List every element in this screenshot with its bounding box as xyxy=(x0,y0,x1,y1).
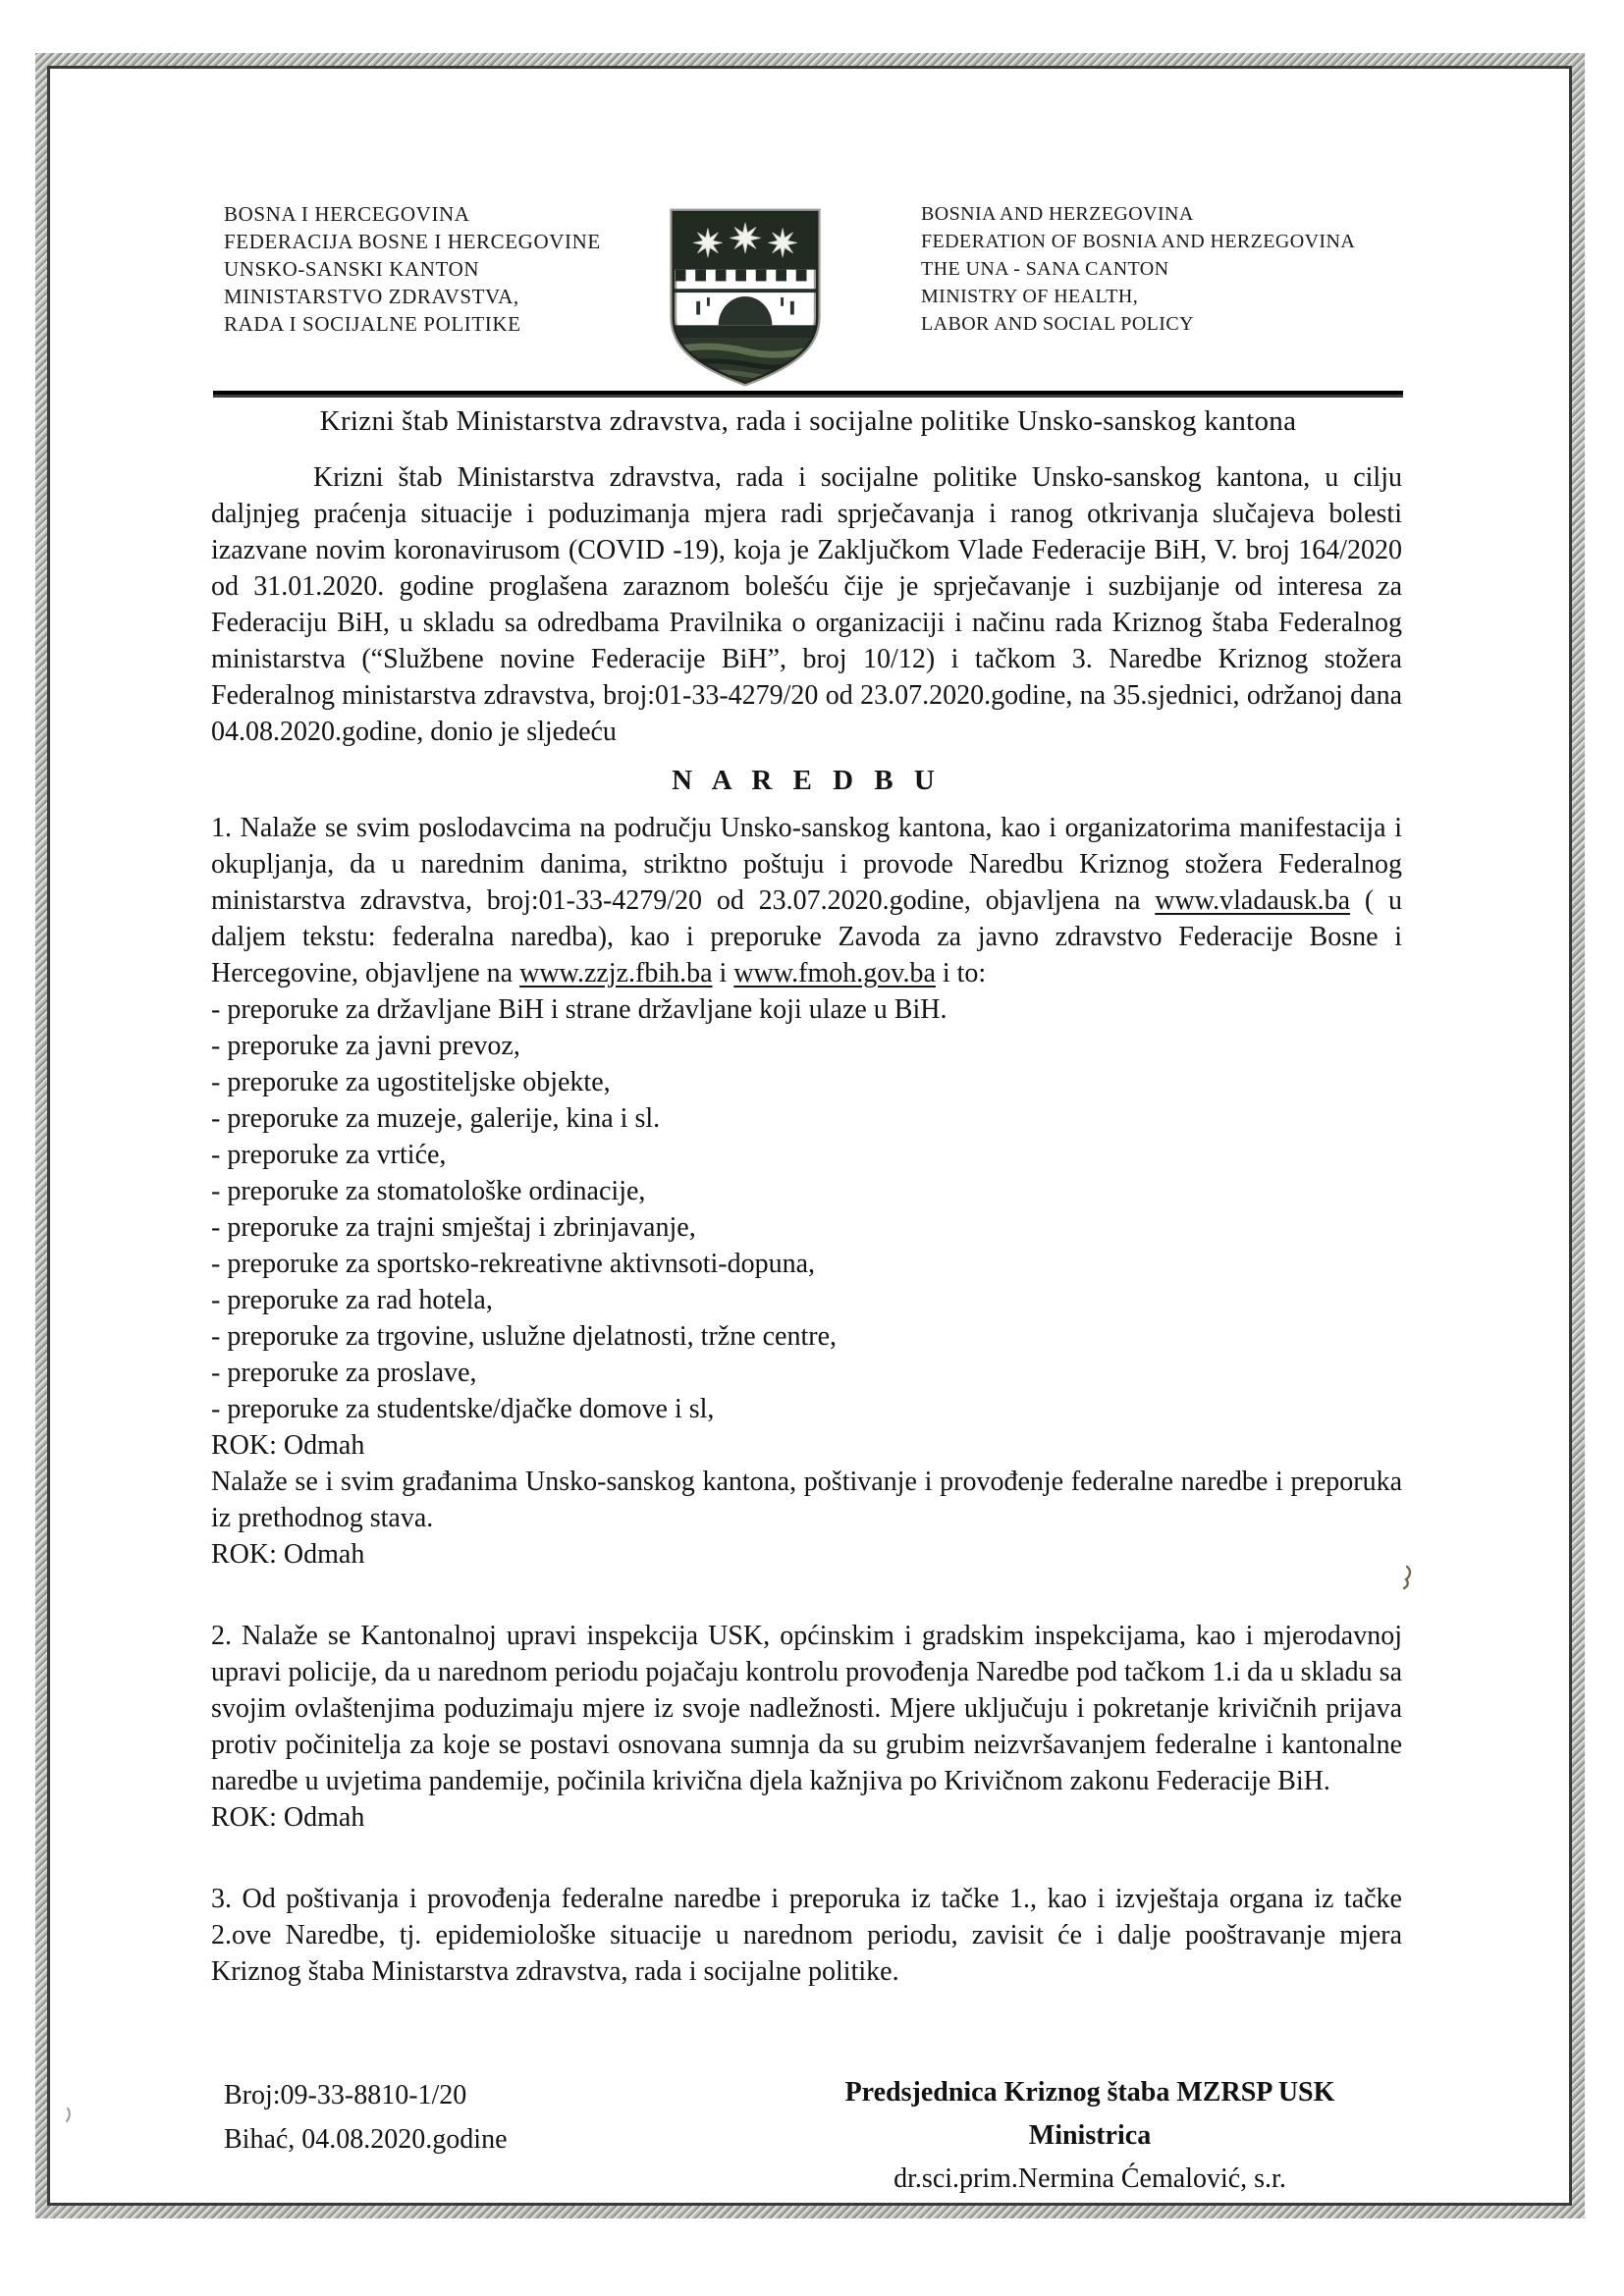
list-item: - preporuke za vrtiće, xyxy=(211,1140,447,1170)
deadline-line: ROK: Odmah xyxy=(211,1539,365,1570)
order-item-2: 2. Nalaže se Kantonalnoj upravi inspekcija USK, općinskim i gradskim inspekcijama, kao i mjerodavnoj upravi policije, da u narednom periodu pojačaju kontrolu provođenja Naredbe pod tačkom 1.i da u skladu sa svojim ovlaštenjima poduzimaju mjere iz svoje nadležnosti. Mjere uključuju i pokretanje krivičnih prijava protiv počinitelja za koje se postavi osnovana sumnja da su grubim neizvršavanjem federalne i kantonalne naredbe u uvjetima pandemije, počinila krivična djela kažnjiva po Krivičnom zakonu Federacije BiH. xyxy=(211,1621,1402,1796)
issuer-line: RADA I SOCIJALNE POLITIKE xyxy=(224,312,521,336)
document-body xyxy=(211,459,1402,1990)
issuer-line: FEDERACIJA BOSNE I HERCEGOVINE xyxy=(224,230,601,253)
issuer-line: THE UNA - SANA CANTON xyxy=(921,258,1169,280)
scan-artifact xyxy=(63,2107,75,2124)
footer-reference-block xyxy=(224,2073,508,2162)
order-item-3: 3. Od poštivanja i provođenja federalne naredbe i preporuka iz tačke 1., kao i izvještaja organa iz tačke 2.ove Naredbe, tj. epidemiološke situacije u narednom periodu, zavisit će i dalje pooštravanje mjera Kriznog štaba Ministarstva zdravstva, rada i socijalne politike. xyxy=(211,1884,1402,1987)
order-item-1-text: i to: xyxy=(935,958,987,988)
order-item-1 xyxy=(211,810,1402,991)
issuer-line: UNSKO-SANSKI KANTON xyxy=(224,257,480,281)
list-item: - preporuke za trajni smještaj i zbrinjavanje, xyxy=(211,1212,696,1243)
river-wave xyxy=(683,372,813,378)
list-item: - preporuke za sportsko-rekreativne aktivnsoti-dopuna, xyxy=(211,1249,816,1279)
una-sana-canton-coat-of-arms xyxy=(664,204,827,389)
order-item-1-text: 1. Nalaže se svim poslodavcima na području Unsko-sanskog kantona, kao i organizatorima manifestacija i okupljanja, da u narednim danima, striktno poštuju i provode Naredbu Kriznog stožera Federalnog ministarstva zdravstva, broj:01-33-4279/20 od 23.07.2020.godine, objavljena na xyxy=(211,813,1402,916)
document-title: Krizni štab Ministarstva zdravstva, rada i socijalne politike Unsko-sanskog kantona xyxy=(319,405,1297,437)
citizens-paragraph: Nalaže se i svim građanima Unsko-sanskog kantona, poštivanje i provođenje federalne naredbe i preporuka iz prethodnog stava. xyxy=(211,1467,1402,1533)
issuer-line: FEDERATION OF BOSNIA AND HERZEGOVINA xyxy=(921,231,1356,252)
list-item: - preporuke za muzeje, galerije, kina i sl. xyxy=(211,1103,661,1134)
recommendation-list xyxy=(211,991,1402,1427)
list-item: - preporuke za ugostiteljske objekte, xyxy=(211,1067,611,1097)
signature-block xyxy=(766,2071,1414,2201)
signature-role: Ministrica xyxy=(1028,2120,1152,2151)
river-band xyxy=(672,325,819,338)
list-item: - preporuke za trgovine, uslužne djelatnosti, tržne centre, xyxy=(211,1321,838,1352)
reference-number: Broj:09-33-8810-1/20 xyxy=(224,2080,467,2110)
list-item: - preporuke za državljane BiH i strane državljane koji ulaze u BiH. xyxy=(211,994,947,1025)
list-item: - preporuke za rad hotela, xyxy=(211,1285,493,1315)
header-divider-rule xyxy=(213,391,1403,398)
wall-line xyxy=(672,289,819,293)
order-item-1-text: i xyxy=(712,958,734,988)
intro-paragraph: Krizni štab Ministarstva zdravstva, rada i socijalne politike Unsko-sanskog kantona, u cilju daljnjeg praćenja situacije i poduzimanja mjera radi sprječavanja i ranog otkrivanja slučajeva bolesti izazvane novim koronavirusom (COVID -19), koja je Zaključkom Vlade Federacije BiH, V. broj 164/2020 od 31.01.2020. godine proglašena zaraznom bolešću čije je sprječavanje i suzbijanje od interesa za Federaciju BiH, u skladu sa odredbama Pravilnika o organizaciji i načinu rada Kriznog štaba Federalnog ministarstva (“Službene novine Federacije BiH”, broj 10/12) i tačkom 3. Naredbe Kriznog stožera Federalnog ministarstva zdravstva, broj:01-33-4279/20 od 23.07.2020.godine, na 35.sjednici, održanoj dana 04.08.2020.godine, donio je sljedeću xyxy=(211,462,1402,747)
issuer-line: MINISTRY OF HEALTH, xyxy=(921,286,1139,307)
issuer-block-bosnian xyxy=(224,200,685,338)
issuer-line: MINISTARSTVO ZDRAVSTVA, xyxy=(224,285,519,308)
list-item: - preporuke za javni prevoz, xyxy=(211,1031,520,1061)
link-zzjz-fbih: www.zzjz.fbih.ba xyxy=(519,958,713,988)
signature-name: dr.sci.prim.Nermina Ćemalović, s.r. xyxy=(893,2163,1286,2194)
signature-title: Predsjednica Kriznog štaba MZRSP USK xyxy=(844,2077,1335,2108)
river-wave xyxy=(672,360,819,367)
link-vladausk: www.vladausk.ba xyxy=(1155,885,1351,916)
deadline-line: ROK: Odmah xyxy=(211,1802,365,1833)
place-and-date: Bihać, 04.08.2020.godine xyxy=(224,2124,508,2155)
scan-artifact xyxy=(1398,1565,1416,1590)
list-item: - preporuke za stomatološke ordinacije, xyxy=(211,1176,646,1206)
order-heading: N A R E D B U xyxy=(672,765,942,796)
link-fmoh: www.fmoh.gov.ba xyxy=(733,958,936,988)
issuer-line: LABOR AND SOCIAL POLICY xyxy=(921,313,1194,335)
list-item: - preporuke za studentske/djačke domove i sl, xyxy=(211,1394,715,1424)
list-item: - preporuke za proslave, xyxy=(211,1358,477,1388)
issuer-line: BOSNIA AND HERZEGOVINA xyxy=(921,203,1194,225)
order-item-1-text: ( u daljem tekstu: federalna naredba), kao i preporuke Zavoda za javno zdravstvo Federacije Bosne i Hercegovine, objavljene na xyxy=(211,885,1403,988)
issuer-line: BOSNA I HERCEGOVINA xyxy=(224,202,470,226)
issuer-block-english xyxy=(921,200,1412,338)
deadline-line: ROK: Odmah xyxy=(211,1430,365,1461)
